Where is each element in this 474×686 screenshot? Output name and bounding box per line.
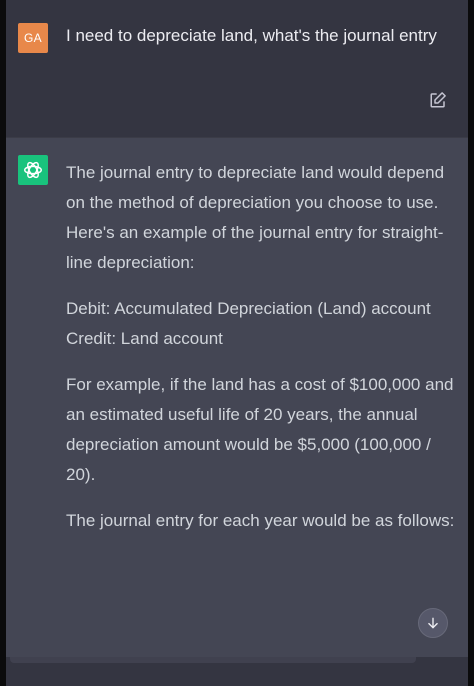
assistant-message — [6, 137, 468, 658]
edit-icon[interactable] — [429, 91, 447, 109]
credit-line: Credit: Land account — [66, 329, 223, 348]
journal-entry-lines — [66, 294, 456, 354]
message-input[interactable] — [10, 657, 416, 663]
debit-line: Debit: Accumulated Depreciation (Land) account — [66, 299, 431, 318]
input-area — [6, 657, 468, 686]
paragraph-example: For example, if the land has a cost of $100,000 and an estimated useful life of 20 years, the annual depreciation amount would be $5,000 (100,000 / 20). — [66, 375, 454, 484]
assistant-avatar — [18, 155, 48, 185]
scroll-down-button[interactable] — [418, 608, 448, 638]
paragraph-intro: The journal entry to depreciate land would depend on the method of depreciation you choose to use. Here's an example of the journal entry for straight-line depreciation: — [66, 163, 445, 272]
user-avatar: GA — [18, 23, 48, 53]
arrow-down-icon — [426, 616, 440, 630]
paragraph-follows: The journal entry for each year would be as follows: — [66, 511, 455, 530]
assistant-message-text — [66, 158, 456, 552]
user-message-text: I need to depreciate land, what's the journal entry — [66, 26, 437, 45]
user-message — [6, 0, 468, 137]
openai-logo-icon — [22, 159, 44, 181]
